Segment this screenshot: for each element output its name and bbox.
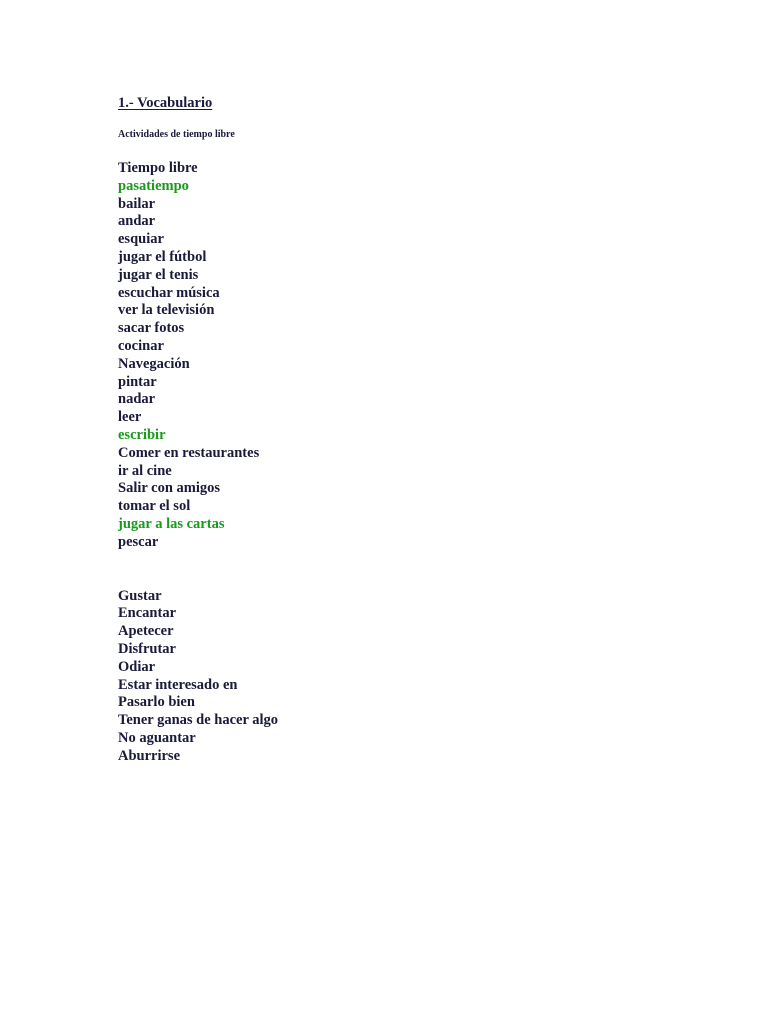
activity-item: ver la televisión	[118, 302, 215, 319]
activity-item: ir al cine	[118, 462, 172, 479]
activity-item: nadar	[118, 391, 156, 408]
verb-item: Pasarlo bien	[118, 694, 195, 711]
verb-item: Odiar	[118, 658, 156, 675]
verb-item: Disfrutar	[118, 640, 176, 657]
verbs-list	[118, 588, 718, 766]
activity-item: escribir	[118, 426, 166, 443]
verb-item: No aguantar	[118, 729, 196, 746]
verb-item: Tener ganas de hacer algo	[118, 712, 279, 729]
activity-item: sacar fotos	[118, 320, 185, 337]
activity-item: bailar	[118, 195, 156, 212]
activity-item: tomar el sol	[118, 498, 191, 515]
section-heading: 1.- Vocabulario	[118, 95, 213, 111]
section-subheading: Actividades de tiempo libre	[118, 129, 235, 140]
activity-item: Tiempo libre	[118, 160, 198, 176]
activity-item: jugar el fútbol	[118, 248, 207, 265]
activity-item: cocinar	[118, 337, 164, 354]
activity-item: Comer en restaurantes	[118, 444, 260, 461]
activity-item: esquiar	[118, 231, 164, 248]
activities-list	[118, 160, 718, 552]
activity-item: andar	[118, 213, 156, 230]
verb-item: Aburrirse	[118, 747, 181, 764]
document-content	[118, 94, 718, 766]
activity-item: jugar el tenis	[118, 266, 199, 283]
activity-item: escuchar música	[118, 284, 220, 301]
activity-item: pintar	[118, 373, 157, 390]
activity-item: pasatiempo	[118, 177, 189, 194]
verb-item: Gustar	[118, 587, 162, 604]
activity-item: Navegación	[118, 355, 190, 372]
activity-item: pescar	[118, 533, 159, 550]
activity-item: jugar a las cartas	[118, 515, 225, 532]
verb-item: Encantar	[118, 605, 176, 622]
activity-item: Salir con amigos	[118, 480, 221, 497]
verb-item: Estar interesado en	[118, 676, 238, 693]
verb-item: Apetecer	[118, 623, 174, 640]
activity-item: leer	[118, 409, 142, 426]
